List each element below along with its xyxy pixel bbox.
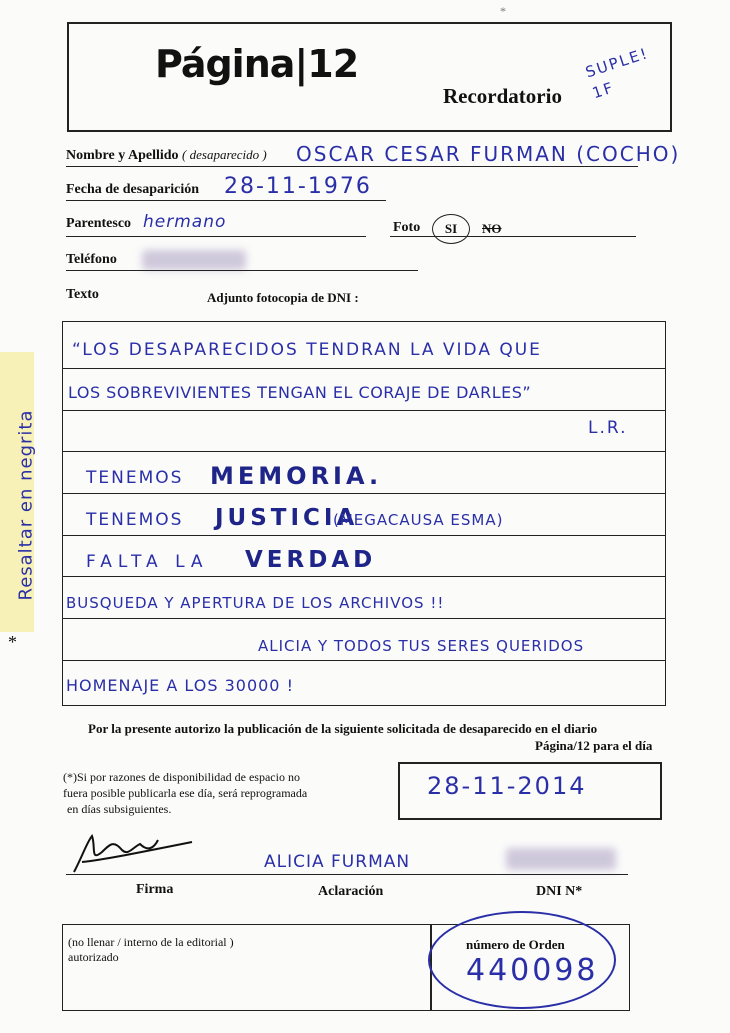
texto-justicia: JUSTICIA <box>215 505 359 531</box>
texto-tenemos-1: TENEMOS <box>86 468 184 488</box>
fecha-underline <box>66 200 386 201</box>
parentesco-value: hermano <box>143 212 227 232</box>
foto-underline <box>390 236 636 237</box>
adjunto-dni-label: Adjunto fotocopia de DNI : <box>207 290 359 305</box>
nombre-label <box>66 147 267 164</box>
autorizo-line-2: Página/12 para el día <box>535 738 653 753</box>
dni-label: DNI N* <box>536 884 583 899</box>
texto-verdad: VERDAD <box>245 547 377 573</box>
nombre-label-paren: ( desaparecido ) <box>182 147 267 162</box>
texto-rule <box>62 451 666 452</box>
interno-line-1: (no llenar / interno de la editorial ) <box>68 935 234 949</box>
foto-label: Foto <box>393 220 421 235</box>
dni-redacted <box>506 848 616 870</box>
nombre-value: OSCAR CESAR FURMAN (COCHO) <box>296 142 681 166</box>
texto-megacausa: (MEGACAUSA ESMA) <box>333 511 504 529</box>
texto-rule <box>62 660 666 661</box>
nota-line-1: (*)Si por razones de disponibilidad de espacio no <box>63 770 300 784</box>
texto-line-3: L.R. <box>588 418 628 438</box>
texto-line-1: “LOS DESAPARECIDOS TENDRAN LA VIDA QUE <box>72 340 542 360</box>
parentesco-label: Parentesco <box>66 216 132 231</box>
foto-no-text: NO <box>482 221 502 236</box>
nota-line-3: en días subsiguientes. <box>67 802 172 816</box>
texto-rule <box>62 368 666 369</box>
foto-si-option <box>432 214 470 244</box>
handwritten-top-note: SUPLE! 1F <box>583 44 652 103</box>
foto-no-option <box>482 221 502 237</box>
margin-note: Resaltar en negrita <box>15 409 37 601</box>
orden-value: 440098 <box>466 953 599 988</box>
orden-label: número de Orden <box>466 937 565 952</box>
aclaracion-value: ALICIA FURMAN <box>264 852 411 872</box>
texto-falta-la: FALTA LA <box>86 552 209 572</box>
texto-rule <box>62 576 666 577</box>
texto-label: Texto <box>66 287 99 302</box>
autorizo-line-1: Por la presente autorizo la publicación de la siguiente solicitada de desaparecido en el diario <box>88 721 598 736</box>
texto-line-alicia: ALICIA Y TODOS TUS SERES QUERIDOS <box>258 637 585 655</box>
parentesco-underline <box>66 236 366 237</box>
texto-line-homenaje: HOMENAJE A LOS 30000 ! <box>66 676 294 695</box>
interno-note <box>68 935 234 965</box>
texto-rule <box>62 535 666 536</box>
signature-underline <box>66 874 628 875</box>
telefono-label: Teléfono <box>66 252 117 267</box>
telefono-redacted <box>142 250 246 270</box>
newspaper-logo: Página|12 <box>155 42 359 86</box>
nombre-underline <box>66 166 638 167</box>
firma-label: Firma <box>136 882 174 897</box>
interno-line-2: autorizado <box>68 950 119 964</box>
texto-rule <box>62 493 666 494</box>
telefono-underline <box>66 270 418 271</box>
foto-si-text: SI <box>444 221 458 236</box>
margin-asterisk <box>8 632 17 653</box>
reprogramacion-note <box>63 769 307 817</box>
scan-mark: * <box>500 4 506 18</box>
margin-asterisk-text: * <box>8 632 17 652</box>
texto-tenemos-2: TENEMOS <box>86 510 184 530</box>
texto-rule <box>62 410 666 411</box>
form-title: Recordatorio <box>443 84 562 108</box>
aclaracion-label: Aclaración <box>318 884 384 899</box>
fecha-publicacion-value: 28-11-2014 <box>427 772 587 800</box>
fecha-label: Fecha de desaparición <box>66 182 199 197</box>
texto-rule <box>62 618 666 619</box>
texto-memoria: MEMORIA. <box>210 462 383 490</box>
texto-line-busqueda: BUSQUEDA Y APERTURA DE LOS ARCHIVOS !! <box>66 594 445 612</box>
fecha-desaparicion-value: 28-11-1976 <box>224 174 372 199</box>
texto-line-2: LOS SOBREVIVIENTES TENGAN EL CORAJE DE DARLES” <box>68 383 532 402</box>
nota-line-2: fuera posible publicarla ese día, será reprogramada <box>63 786 308 800</box>
nombre-label-text: Nombre y Apellido <box>66 148 179 163</box>
